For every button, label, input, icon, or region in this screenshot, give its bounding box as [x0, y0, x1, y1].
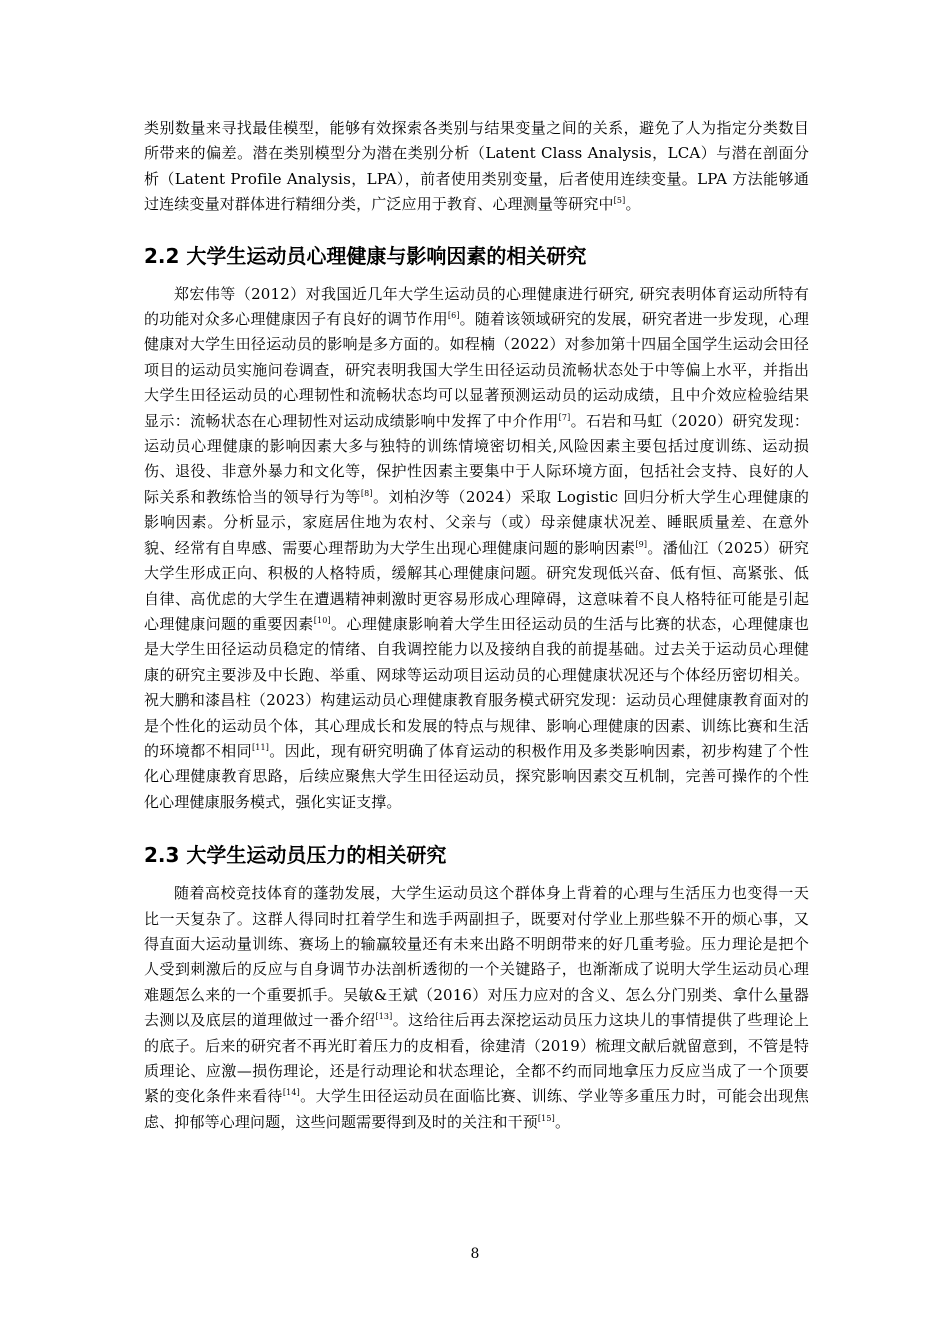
page-number: 8 — [470, 1246, 480, 1262]
intro-text: 类别数量来寻找最佳模型，能够有效探索各类别与结果变量之间的关系，避免了人为指定分类数目所带来的偏差。潜在类别模型分为潜在类别分析（Latent Class Analysis，LCA）与潜在剖面分析（Latent Profile Analysis，LPA），前者使用类别变量，后者使用连续变量。LPA 方法能够通过连续变量对群体进行精细分类，广泛应用于教育、心理测量等研究中 — [144, 119, 809, 214]
citation-13: [13] — [375, 1012, 393, 1022]
section-2-2-paragraph — [144, 282, 809, 816]
citation-6: [6] — [447, 311, 460, 321]
document-page — [144, 116, 809, 1135]
text-segment: 。心理健康影响着大学生田径运动员的生活与比赛的状态，心理健康也是大学生田径运动员稳定的情绪、自我调控能力以及接纳自我的前提基础。过去关于运动员心理健康的研究主要涉及中长跑、举重、网球等运动项目运动员的心理健康状况还与个体经历密切相关。祝大鹏和漆昌柱（2023）构建运动员心理健康教育服务模式研究发现：运动员心理健康教育面对的是个性化的运动员个体，其心理成长和发展的特点与规律、影响心理健康的因素、训练比赛和生活的环境都不相同 — [144, 614, 810, 760]
citation-11: [11] — [252, 742, 270, 752]
citation-7: [7] — [558, 412, 571, 422]
text-segment: 随着高校竞技体育的蓬勃发展，大学生运动员这个群体身上背着的心理与生活压力也变得一天比一天复杂了。这群人得同时扛着学生和选手两副担子，既要对付学业上那些躲不开的烦心事，又得直面大运动量训练、赛场上的输赢较量还有未来出路不明朗带来的好几重考验。压力理论是把个人受到刺激后的反应与自身调节办法剖析透彻的一个关键路子，也渐渐成了说明大学生运动员心理难题怎么来的一个重要抓手。吴敏&王斌（2016）对压力应对的含义、怎么分门别类、拿什么量器去测以及底层的道理做过一番介绍 — [144, 884, 809, 1030]
section-2-3-paragraph — [144, 881, 809, 1135]
text-segment: 。刘柏汐等（2024）采取 Logistic 回归分析大学生心理健康的影响因素。分析显示，家庭居住地为农村、父亲与（或）母亲健康状况差、睡眠质量差、在意外貌、经常有自卑感、需要心理帮助为大学生出现心理健康问题的影响因素 — [144, 487, 809, 557]
text-segment: 。石岩和马虹（2020）研究发现：运动员心理健康的影响因素大多与独特的训练情境密切相关,风险因素主要包括过度训练、运动损伤、退役、非意外暴力和文化等，保护性因素主要集中于人际环境方面，包括社会支持、良好的人际关系和教练恰当的领导行为等 — [144, 411, 809, 506]
intro-paragraph — [144, 116, 809, 218]
text-segment: 。这给往后再去深挖运动员压力这块儿的事情提供了些理论上的底子。后来的研究者不再光盯着压力的皮相看，徐建清（2019）梳理文献后就留意到，不管是特质理论、应激—损伤理论，还是行动理论和状态理论，全都不约而同地拿压力反应当成了一个顶要紧的变化条件来看待 — [144, 1011, 809, 1106]
text-segment: 。大学生田径运动员在面临比赛、训练、学业等多重压力时，可能会出现焦虑、抑郁等心理问题，这些问题需要得到及时的关注和干预 — [144, 1087, 809, 1131]
citation-8: [8] — [360, 488, 373, 498]
intro-end: 。 — [625, 195, 641, 214]
citation-5: [5] — [613, 196, 626, 206]
citation-9: [9] — [635, 539, 648, 549]
citation-10: [10] — [313, 615, 331, 625]
citation-15: [15] — [537, 1113, 555, 1123]
text-segment: 。潘仙江（2025）研究大学生形成正向、积极的人格特质，缓解其心理健康问题。研究发现低兴奋、低有恒、高紧张、低自律、高优虑的大学生在遭遇精神刺激时更容易形成心理障碍，这意味着不良人格特征可能是引起心理健康问题的重要因素 — [144, 538, 809, 633]
text-segment: 。因此，现有研究明确了体育运动的积极作用及多类影响因素，初步构建了个性化心理健康教育思路，后续应聚焦大学生田径运动员，探究影响因素交互机制，完善可操作的个性化心理健康服务模式，强化实证支撑。 — [144, 741, 809, 811]
section-heading-2-2: 2.2 大学生运动员心理健康与影响因素的相关研究 — [144, 243, 587, 268]
text-segment: 郑宏伟等（2012）对我国近几年大学生运动员的心理健康进行研究, 研究表明体育运动所特有的功能对众多心理健康因子有良好的调节作用 — [144, 284, 809, 329]
citation-14: [14] — [282, 1088, 300, 1098]
text-segment: 。随着该领域研究的发展，研究者进一步发现，心理健康对大学生田径运动员的影响是多方面的。如程楠（2022）对参加第十四届全国学生运动会田径项目的运动员实施问卷调查，研究表明我国大学生田径运动员流畅状态处于中等偏上水平，并指出大学生田径运动员的心理韧性和流畅状态均可以显著预测运动员的运动成绩，且中介效应检验结果显示：流畅状态在心理韧性对运动成绩影响中发挥了中介作用 — [144, 310, 809, 430]
section-heading-2-3: 2.3 大学生运动员压力的相关研究 — [144, 843, 447, 868]
text-segment: 。 — [554, 1112, 571, 1131]
